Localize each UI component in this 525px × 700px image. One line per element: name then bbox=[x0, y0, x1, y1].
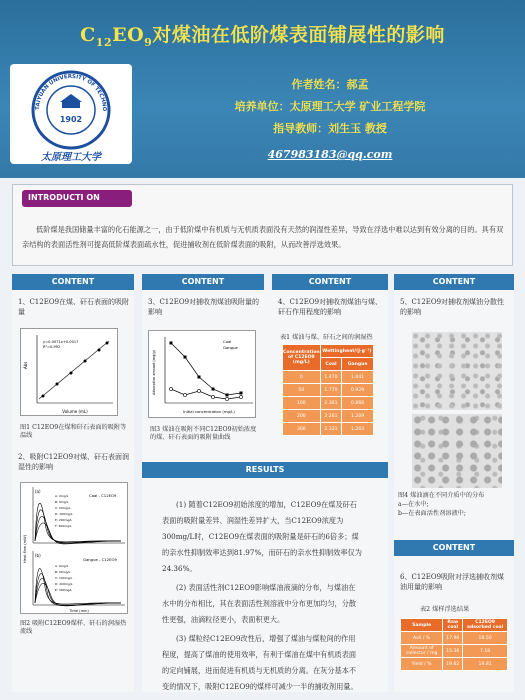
figure-4-caption: 图4 煤油滴在不同介质中的分布 bbox=[398, 492, 485, 499]
table-1-head-heat: Wettingheat/(J·g⁻¹) bbox=[320, 345, 373, 358]
figure-2 bbox=[20, 482, 128, 614]
fig2-series-b: Gangue - C12EO9 bbox=[83, 557, 117, 562]
table-row: Ash / % 17.90 18.50 bbox=[401, 632, 508, 645]
table-2-head-raw: Raw coal bbox=[443, 619, 463, 632]
table-row: 0 1.470 1.041 bbox=[283, 371, 374, 384]
section-4-heading: 4、C12EO9对捕收剂煤油与煤、矸石作用程度的影响 bbox=[278, 298, 383, 316]
fig2-legend-a-3: C: 50mg/L bbox=[55, 506, 71, 510]
table-row: 300 2.331 1.203 bbox=[283, 423, 374, 436]
table-2-head-adsorbed: C12EO9 adsorbed coal bbox=[463, 619, 508, 632]
table-row: 100 2.301 0.866 bbox=[283, 397, 374, 410]
fig2-ylabel: Heat flow (mW) bbox=[23, 534, 27, 563]
section-6-heading: 6、C12EO9吸附对浮选捕收剂煤油用量的影响 bbox=[400, 573, 505, 591]
logo-ring-text: TAIYUAN UNIVERSITY OF TECHNO bbox=[34, 73, 108, 112]
figure-2-caption: 图2 吸附C12EO9煤样、矸石的润湿热流线 bbox=[20, 620, 127, 635]
logo-calligraphy: 太原理工大学 bbox=[41, 152, 101, 163]
content-bar-1: CONTENT bbox=[12, 274, 134, 290]
unit-line: 培养单位：太原理工大学 矿业工程学院 bbox=[234, 100, 426, 113]
content-bar-5: CONTENT bbox=[394, 540, 514, 556]
table-row: Yield / % 19.62 19.81 bbox=[401, 658, 508, 671]
fig1-xlabel: Volume (mL) bbox=[62, 409, 88, 414]
figure-3-caption: 图3 煤油在吸附不同C12EO9初始浓度的煤、矸石表面的吸附量曲线 bbox=[150, 426, 257, 441]
results-para-1: (1) 随着C12EO9初始浓度的增加，C12EO9在煤及矸石表面的吸附量差异、润湿性差异扩大，当C12EO9浓度为300mg/L时，C12EO9在煤表面的吸附量是矸石的6倍多；煤的亲水性抑制效率达到81.97%，而矸石的亲水性抑制效率仅为24.36%。 bbox=[162, 500, 362, 573]
author-line: 作者姓名：郝孟 bbox=[291, 78, 369, 91]
fig1-legend-r2: R²=0.992 bbox=[43, 345, 61, 349]
fig3-xlabel: Initial concentration (mg/L) bbox=[183, 409, 235, 414]
results-text bbox=[162, 497, 362, 698]
fig3-legend-coal: Coal bbox=[223, 339, 232, 344]
fig2-tag-b: (b) bbox=[35, 553, 41, 558]
fig1-ylabel: Abs bbox=[23, 361, 28, 369]
figure-4-b: b—在表面活性剂溶液中; bbox=[398, 510, 466, 517]
poster-title: $C_{12}EO_9$对煤油在低阶煤表面铺展性的影响 bbox=[80, 24, 445, 49]
fig1-legend-eq: y=0.0071x+0.0017 bbox=[43, 340, 79, 344]
fig2-tag-a: (a) bbox=[35, 489, 41, 494]
fig2-legend-b-2: B: 50mg/L bbox=[55, 570, 71, 574]
section-2-heading: 2、吸附C12EO9对煤、矸石表面润湿性的影响 bbox=[18, 453, 130, 471]
advisor-line: 指导教师：刘生玉 教授 bbox=[273, 122, 387, 135]
fig2-xlabel: Time (min) bbox=[69, 609, 89, 613]
intro-tag: INTRODUCTI ON bbox=[22, 190, 132, 207]
section-1-heading: 1、C12EO9在煤、矸石表面的吸附量 bbox=[18, 298, 130, 316]
fig2-legend-a-2: B: 0mg/L bbox=[55, 500, 69, 504]
content-bar-2: CONTENT bbox=[142, 274, 264, 290]
figure-1-caption: 图1 C12EO9在煤和矸石表面的吸附等温线 bbox=[20, 424, 127, 439]
table-2-head-sample: Sample bbox=[401, 619, 443, 632]
table-1-head-conc: Concentration of C12EO9 (mg/L) bbox=[283, 345, 321, 371]
logo-year: 1902 bbox=[59, 115, 83, 124]
table-1-sub-gangue: Gangue bbox=[342, 358, 374, 371]
droplet-photo-a bbox=[412, 332, 502, 410]
table-2 bbox=[400, 618, 508, 671]
fig3-ylabel: Adsorption amount (mg/g) bbox=[152, 350, 156, 395]
fig2-legend-a-1: A: 0mg/L bbox=[55, 494, 69, 498]
fig2-legend-a-6: F: 300mg/L bbox=[55, 524, 72, 528]
email-link[interactable]: 467983183@qq.com bbox=[267, 148, 393, 161]
content-bar-4: CONTENT bbox=[394, 274, 514, 290]
table-row: 50 1.770 0.929 bbox=[283, 384, 374, 397]
droplet-photo-b bbox=[412, 414, 502, 488]
section-5-heading: 5、C12EO9对捕收剂煤油分散性的影响 bbox=[400, 298, 505, 316]
section-3-heading: 3、C12EO9对捕收剂煤油吸附量的影响 bbox=[148, 298, 260, 316]
figure-3 bbox=[148, 330, 256, 418]
table-1-sub-coal: Coal bbox=[320, 358, 342, 371]
results-para-3: (3) 煤粒经C12EO9改性后，增强了煤油与煤粒间的作用程度，提高了煤油的使用效率，有利于煤油在煤中有机质表面的定向铺展，进而促进有机质与无机质的分离。在灰分基本不变的情况下，吸附C12EO9的煤样可减少一半的捕收剂用量。 bbox=[162, 634, 358, 691]
table-1-title: 表1 煤油与煤、矸石之间的润湿热 bbox=[280, 334, 373, 341]
fig3-legend-gangue: Gangue bbox=[223, 345, 238, 350]
results-bar: RESULTS bbox=[142, 462, 388, 478]
fig2-legend-b-3: C: 100mg/L bbox=[55, 576, 73, 580]
fig2-legend-b-4: D: 200mg/L bbox=[55, 582, 73, 586]
fig2-series-a: Coal - C12EO9 bbox=[89, 493, 117, 498]
intro-text: 低阶煤是我国储量丰富的化石能源之一，由于低阶煤中有机质与无机质表面没有天然的润湿性差异，导致在浮选中难以达到有效分离的目的。具有双亲结构的表面活性剂可提高低阶煤表面疏水性，促进捕收剂在低阶煤表面的吸附，从而改善浮选效果。 bbox=[22, 225, 504, 249]
content-bar-3: CONTENT bbox=[272, 274, 388, 290]
figure-1 bbox=[20, 328, 118, 416]
university-logo bbox=[10, 64, 132, 164]
fig2-legend-a-5: E: 200mg/L bbox=[55, 518, 73, 522]
table-2-title: 表2 煤样浮选结果 bbox=[420, 606, 470, 613]
figure-4-a: a—在水中; bbox=[398, 501, 429, 508]
results-para-2: (2) 表面活性剂C12EO9影响煤油液滴的分布，与煤油在水中的分布相比，其在表面活性剂溶液中分布更加均匀，分散性更强，油滴粒径更小，表面积更大。 bbox=[162, 583, 357, 624]
table-row: Amount of collector / mg 15.36 7.18 bbox=[401, 645, 508, 658]
fig2-legend-a-4: D: 100mg/L bbox=[55, 512, 73, 516]
table-row: 200 2.261 1.209 bbox=[283, 410, 374, 423]
fig2-legend-b-5: E: 300mg/L bbox=[55, 588, 73, 592]
table-1 bbox=[282, 344, 374, 436]
fig2-legend-b-1: A: 0mg/L bbox=[55, 564, 69, 568]
